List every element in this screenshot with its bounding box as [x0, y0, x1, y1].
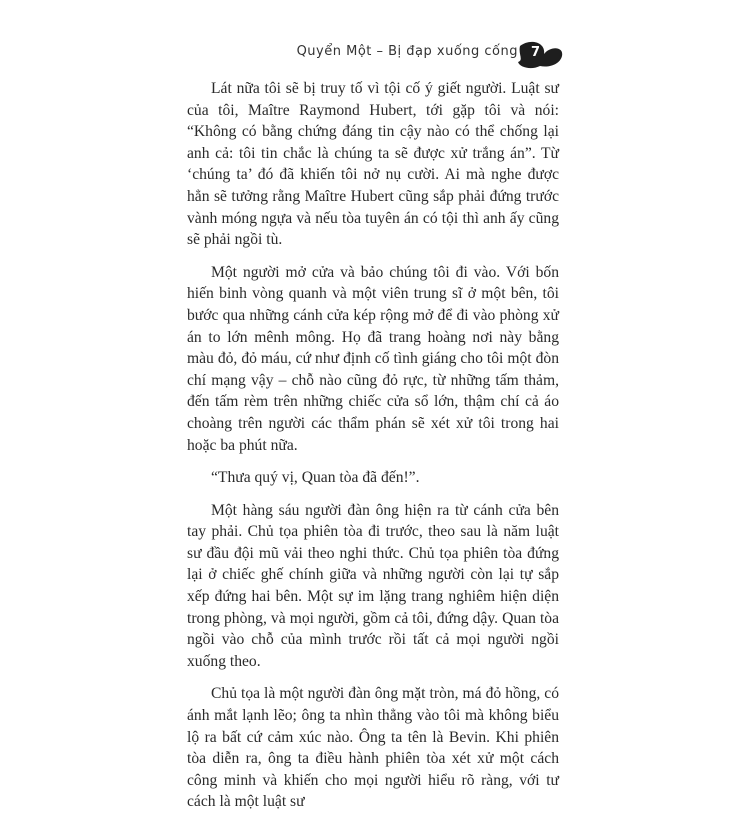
paragraph-3: “Thưa quý vị, Quan tòa đã đến!”. — [211, 469, 420, 487]
paragraph-2: Một người mở cửa và bảo chúng tôi đi vào. Với bốn hiến binh vòng quanh và một viên trung sĩ ở một bên, tôi bước qua những cánh cửa kép rộng mở để đi vào phòng xử án to lớn mênh mông. Họ đã trang hoàng nơi này bằng màu đỏ, đỏ máu, cứ như định cố tình giáng cho tôi một đòn chí mạng vậy – chỗ nào cũng đỏ rực, từ những tấm thảm, đến tấm rèm trên những chiếc cửa sổ lớn, thậm chí cả áo choàng trên người các thẩm phán sẽ xét xử tôi trong hai hoặc ba phút nữa. — [187, 263, 559, 454]
paragraph-5: Chủ tọa là một người đàn ông mặt tròn, má đỏ hồng, có ánh mắt lạnh lẽo; ông ta nhìn thẳng vào tôi mà không biểu lộ ra bất cứ cảm xúc nào. Ông ta tên là Bevin. Khi phiên tòa diễn ra, ông ta điều hành phiên tòa xét xử một cách công minh và khiến cho mọi người hiểu rõ ràng, với tư cách là một luật sư — [187, 685, 559, 811]
butterfly-icon — [516, 40, 566, 70]
body-text — [187, 78, 559, 824]
running-head — [0, 40, 750, 68]
paragraph-4: Một hàng sáu người đàn ông hiện ra từ cánh cửa bên tay phải. Chủ tọa phiên tòa đi trước, theo sau là năm luật sư đầu đội mũ vải theo nghi thức. Chủ tọa phiên tòa đứng lại ở chiếc ghế chính giữa và những người còn lại tự sắp xếp đứng hai bên. Một sự im lặng trang nghiêm hiện diện trong phòng, và mọi người, gồm cả tôi, đứng dậy. Quan tòa ngồi vào chỗ của mình trước rồi tất cả mọi người ngồi xuống theo. — [187, 501, 559, 670]
paragraph-1: Lát nữa tôi sẽ bị truy tố vì tội cố ý giết người. Luật sư của tôi, Maître Raymond Hubert, tới gặp tôi và nói: “Không có bằng chứng đáng tin cậy nào có thể chống lại anh cả: tôi tin chắc là chúng ta sẽ được xử trắng án”. Từ ‘chúng ta’ đó đã khiến tôi nở nụ cười. Ai mà nghe được hẳn sẽ tưởng rằng Maître Hubert cũng sắp phải đứng trước vành móng ngựa và nếu tòa tuyên án có tội thì anh ấy cũng sẽ phải ngồi tù. — [187, 80, 559, 249]
page-number: 7 — [531, 45, 541, 60]
chapter-title: Quyển Một – Bị đạp xuống cống — [296, 44, 518, 59]
